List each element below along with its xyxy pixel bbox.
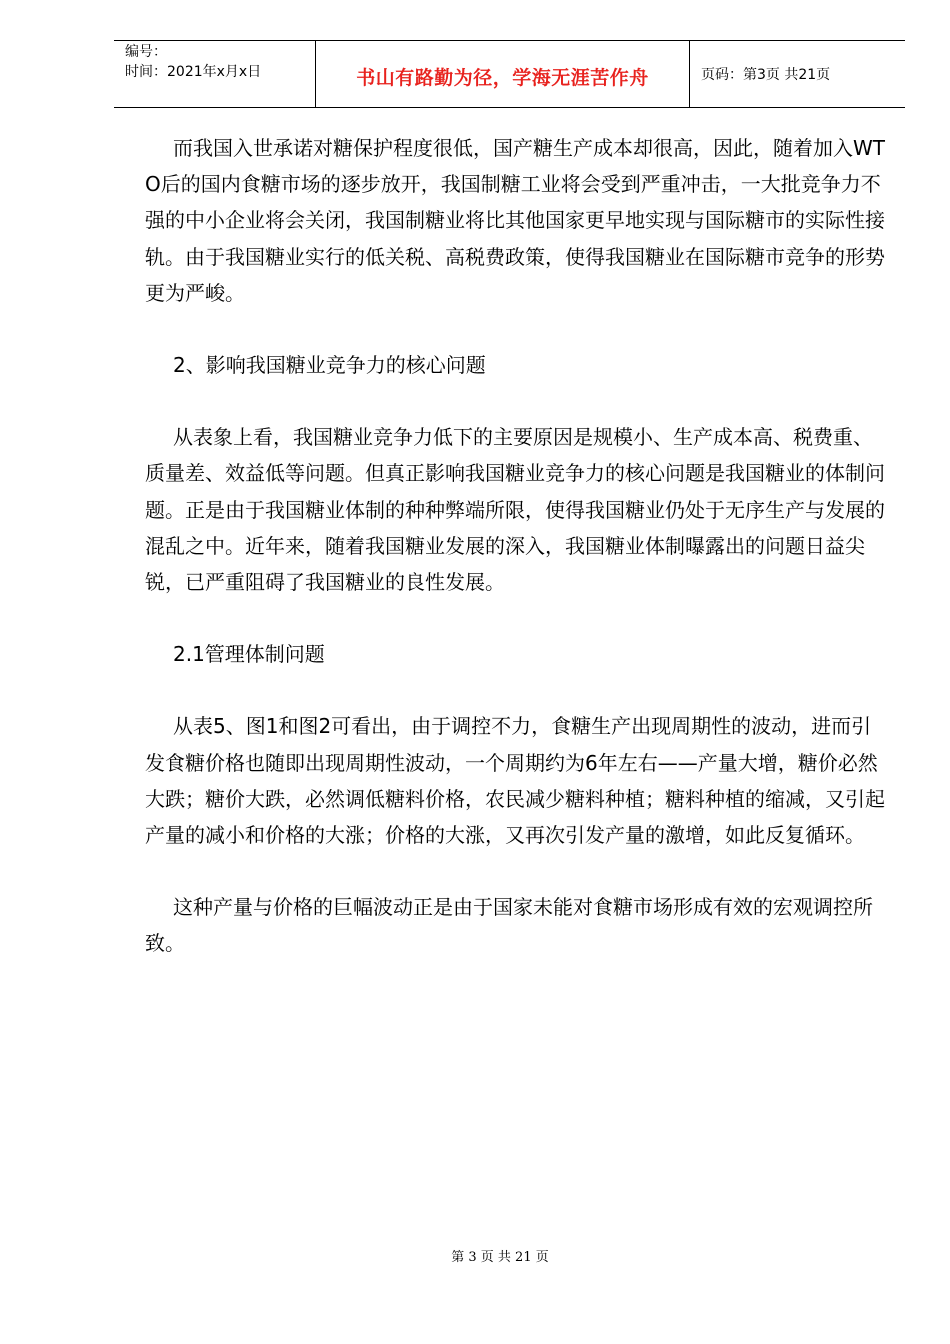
page-info: 页码：第3页 共21页: [701, 67, 831, 83]
section-heading-2: 2、影响我国糖业竞争力的核心问题: [173, 353, 486, 378]
serial-number-label: 编号：: [125, 44, 167, 60]
paragraph-macro-control: 这种产量与价格的巨幅波动正是由于国家未能对食糖市场形成有效的宏观调控所致。: [145, 895, 873, 956]
paragraph-core-problem: 从表象上看，我国糖业竞争力低下的主要原因是规模小、生产成本高、税费重、质量差、效益低等问题。但真正影响我国糖业竞争力的核心问题是我国糖业的体制问题。正是由于我国糖业体制的种种弊端所限，使得我国糖业仍处于无序生产与发展的混乱之中。近年来，随着我国糖业发展的深入，我国糖业体制曝露出的问题日益尖锐，已严重阻碍了我国糖业的良性发展。: [145, 425, 885, 595]
date-label: 时间：2021年x月x日: [125, 64, 262, 80]
document-body: [145, 130, 885, 962]
paragraph-wto-impact: 而我国入世承诺对糖保护程度很低，国产糖生产成本却很高，因此，随着加入WTO后的国内食糖市场的逐步放开，我国制糖工业将会受到严重冲击，一大批竞争力不强的中小企业将会关闭，我国制糖业将比其他国家更早地实现与国际糖市的实际性接轨。由于我国糖业实行的低关税、高税费政策，使得我国糖业在国际糖市竞争的形势更为严峻。: [145, 136, 885, 305]
section-heading-2-1: 2.1管理体制问题: [173, 642, 325, 667]
paragraph-cyclical-fluctuation: 从表5、图1和图2可看出，由于调控不力，食糖生产出现周期性的波动，进而引发食糖价格也随即出现周期性波动，一个周期约为6年左右——产量大增，糖价必然大跌；糖价大跌，必然调低糖料价格，农民减少糖料种植；糖料种植的缩减，又引起产量的减小和价格的大涨；价格的大涨，又再次引发产量的激增，如此反复循环。: [145, 714, 885, 848]
header-motto-cell: [316, 41, 690, 107]
page-header: [114, 40, 905, 108]
header-meta: [114, 41, 316, 107]
motto: 书山有路勤为径，学海无涯苦作舟: [356, 66, 649, 89]
header-page-info: [690, 41, 905, 107]
page-footer: 第 3 页 共 21 页: [451, 1250, 549, 1265]
